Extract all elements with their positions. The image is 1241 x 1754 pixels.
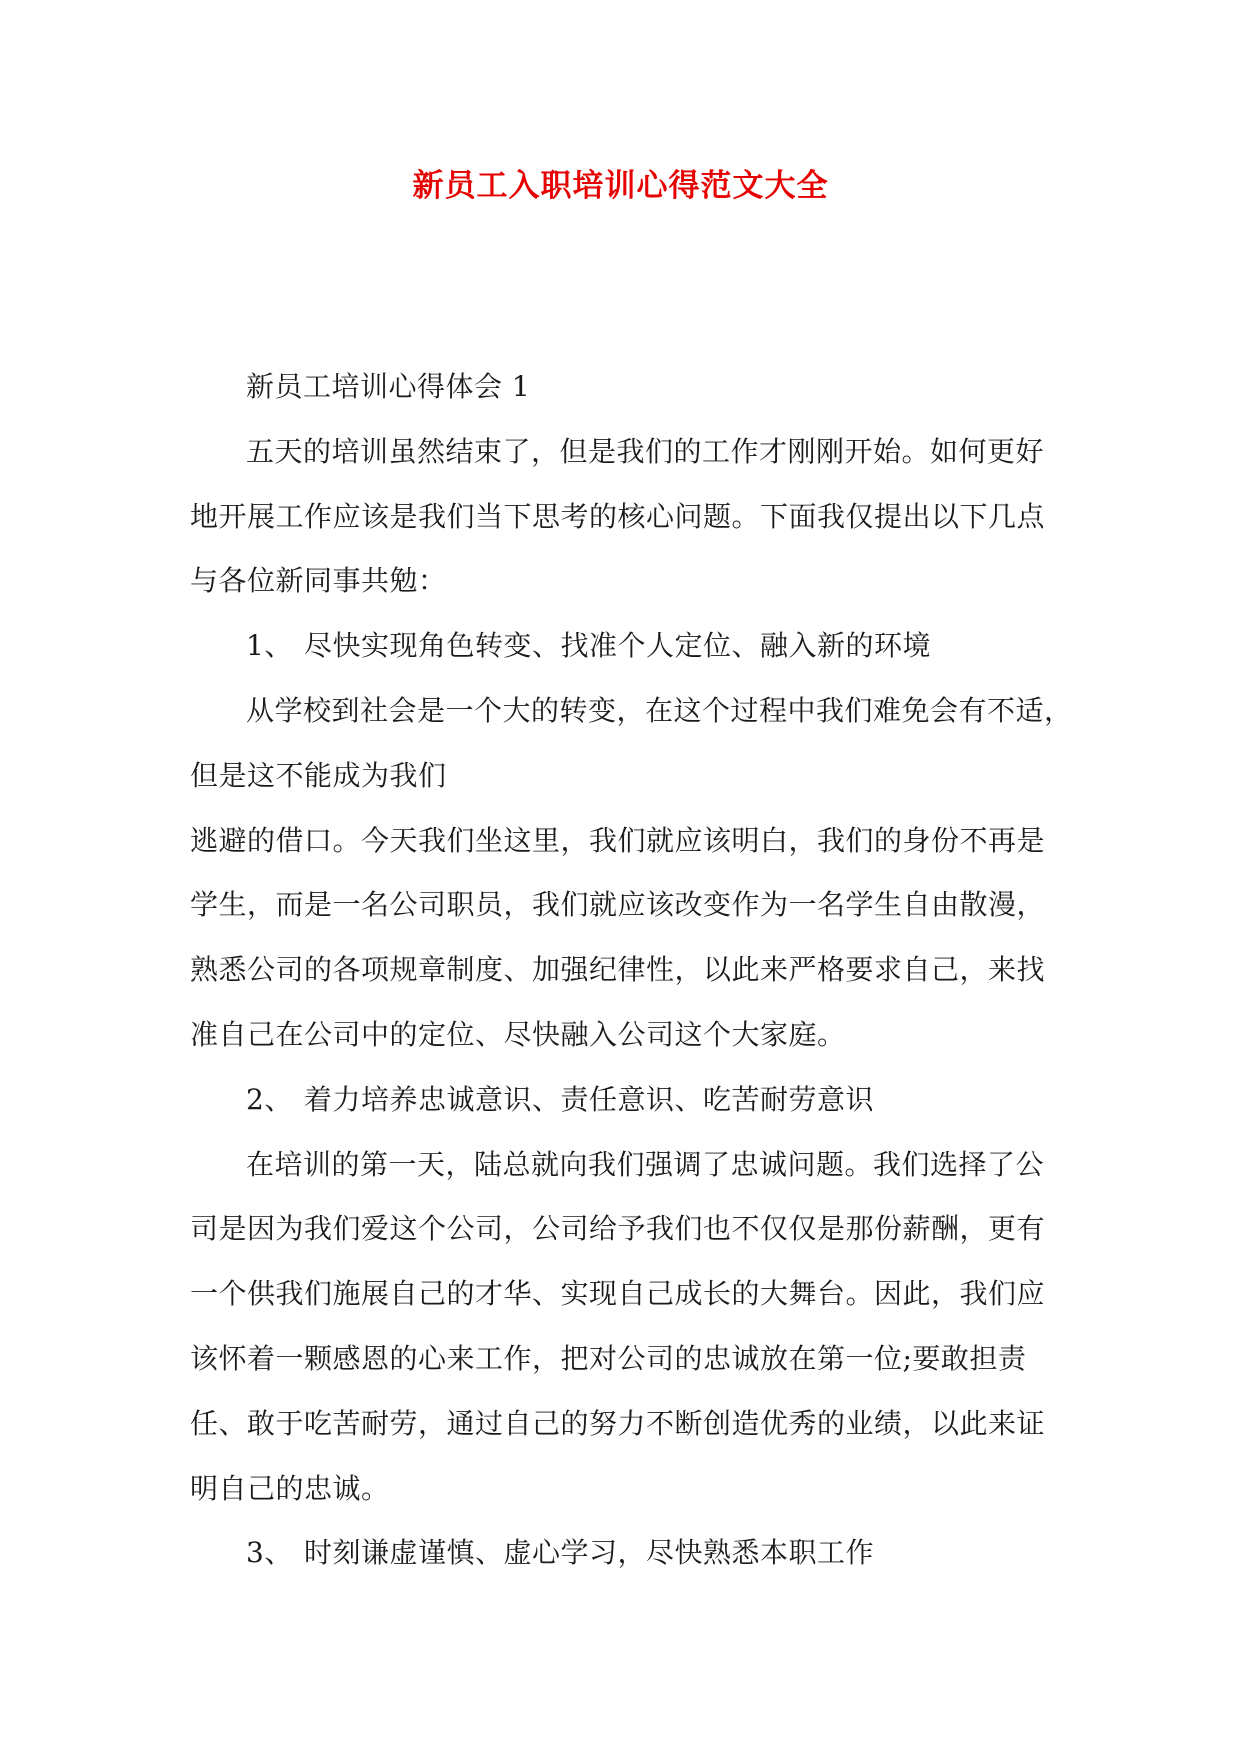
- subheading: 新员工培训心得体会 1: [246, 370, 531, 403]
- paragraph-line: 准自己在公司中的定位、尽快融入公司这个大家庭。: [190, 1017, 846, 1051]
- section-heading-text: 着力培养忠诚意识、责任意识、吃苦耐劳意识: [304, 1082, 875, 1116]
- section-number: 2、: [246, 1082, 293, 1116]
- paragraph-line: 明自己的忠诚。: [190, 1471, 390, 1505]
- paragraph-line: 一个供我们施展自己的才华、实现自己成长的大舞台。因此，我们应: [190, 1277, 1046, 1311]
- paragraph-line: 与各位新同事共勉：: [190, 564, 447, 598]
- section-heading-text: 时刻谦虚谨慎、虚心学习，尽快熟悉本职工作: [304, 1536, 875, 1570]
- section-number: 3、: [246, 1536, 293, 1570]
- section-heading-text: 尽快实现角色转变、找准个人定位、融入新的环境: [304, 629, 932, 663]
- paragraph-line: 该怀着一颗感恩的心来工作，把对公司的忠诚放在第一位;要敢担责: [190, 1341, 1027, 1375]
- paragraph-line: 地开展工作应该是我们当下思考的核心问题。下面我仅提出以下几点: [190, 499, 1046, 533]
- section-heading: [190, 614, 1070, 679]
- paragraph-line: 司是因为我们爱这个公司，公司给予我们也不仅仅是那份薪酬，更有: [190, 1212, 1046, 1246]
- section-number: 1、: [246, 629, 293, 663]
- paragraph-line: 逃避的借口。今天我们坐这里，我们就应该明白，我们的身份不再是: [190, 823, 1046, 857]
- paragraph-line: 在培训的第一天，陆总就向我们强调了忠诚问题。我们选择了公: [246, 1147, 1045, 1181]
- paragraph-line: 五天的培训虽然结束了，但是我们的工作才刚刚开始。如何更好: [246, 434, 1045, 468]
- document-body: [190, 355, 1073, 1586]
- paragraph-line: 但是这不能成为我们: [190, 758, 447, 792]
- paragraph-line: 熟悉公司的各项规章制度、加强纪律性，以此来严格要求自己，来找: [190, 953, 1046, 987]
- section-heading: [190, 1521, 1070, 1586]
- paragraph-line: 从学校到社会是一个大的转变，在这个过程中我们难免会有不适，: [246, 693, 1073, 727]
- paragraph-line: 学生，而是一名公司职员，我们就应该改变作为一名学生自由散漫，: [190, 888, 1046, 922]
- document-title: 新员工入职培训心得范文大全: [412, 168, 829, 204]
- paragraph-line: 任、敢于吃苦耐劳，通过自己的努力不断创造优秀的业绩，以此来证: [190, 1406, 1046, 1440]
- section-heading: [190, 1068, 1070, 1133]
